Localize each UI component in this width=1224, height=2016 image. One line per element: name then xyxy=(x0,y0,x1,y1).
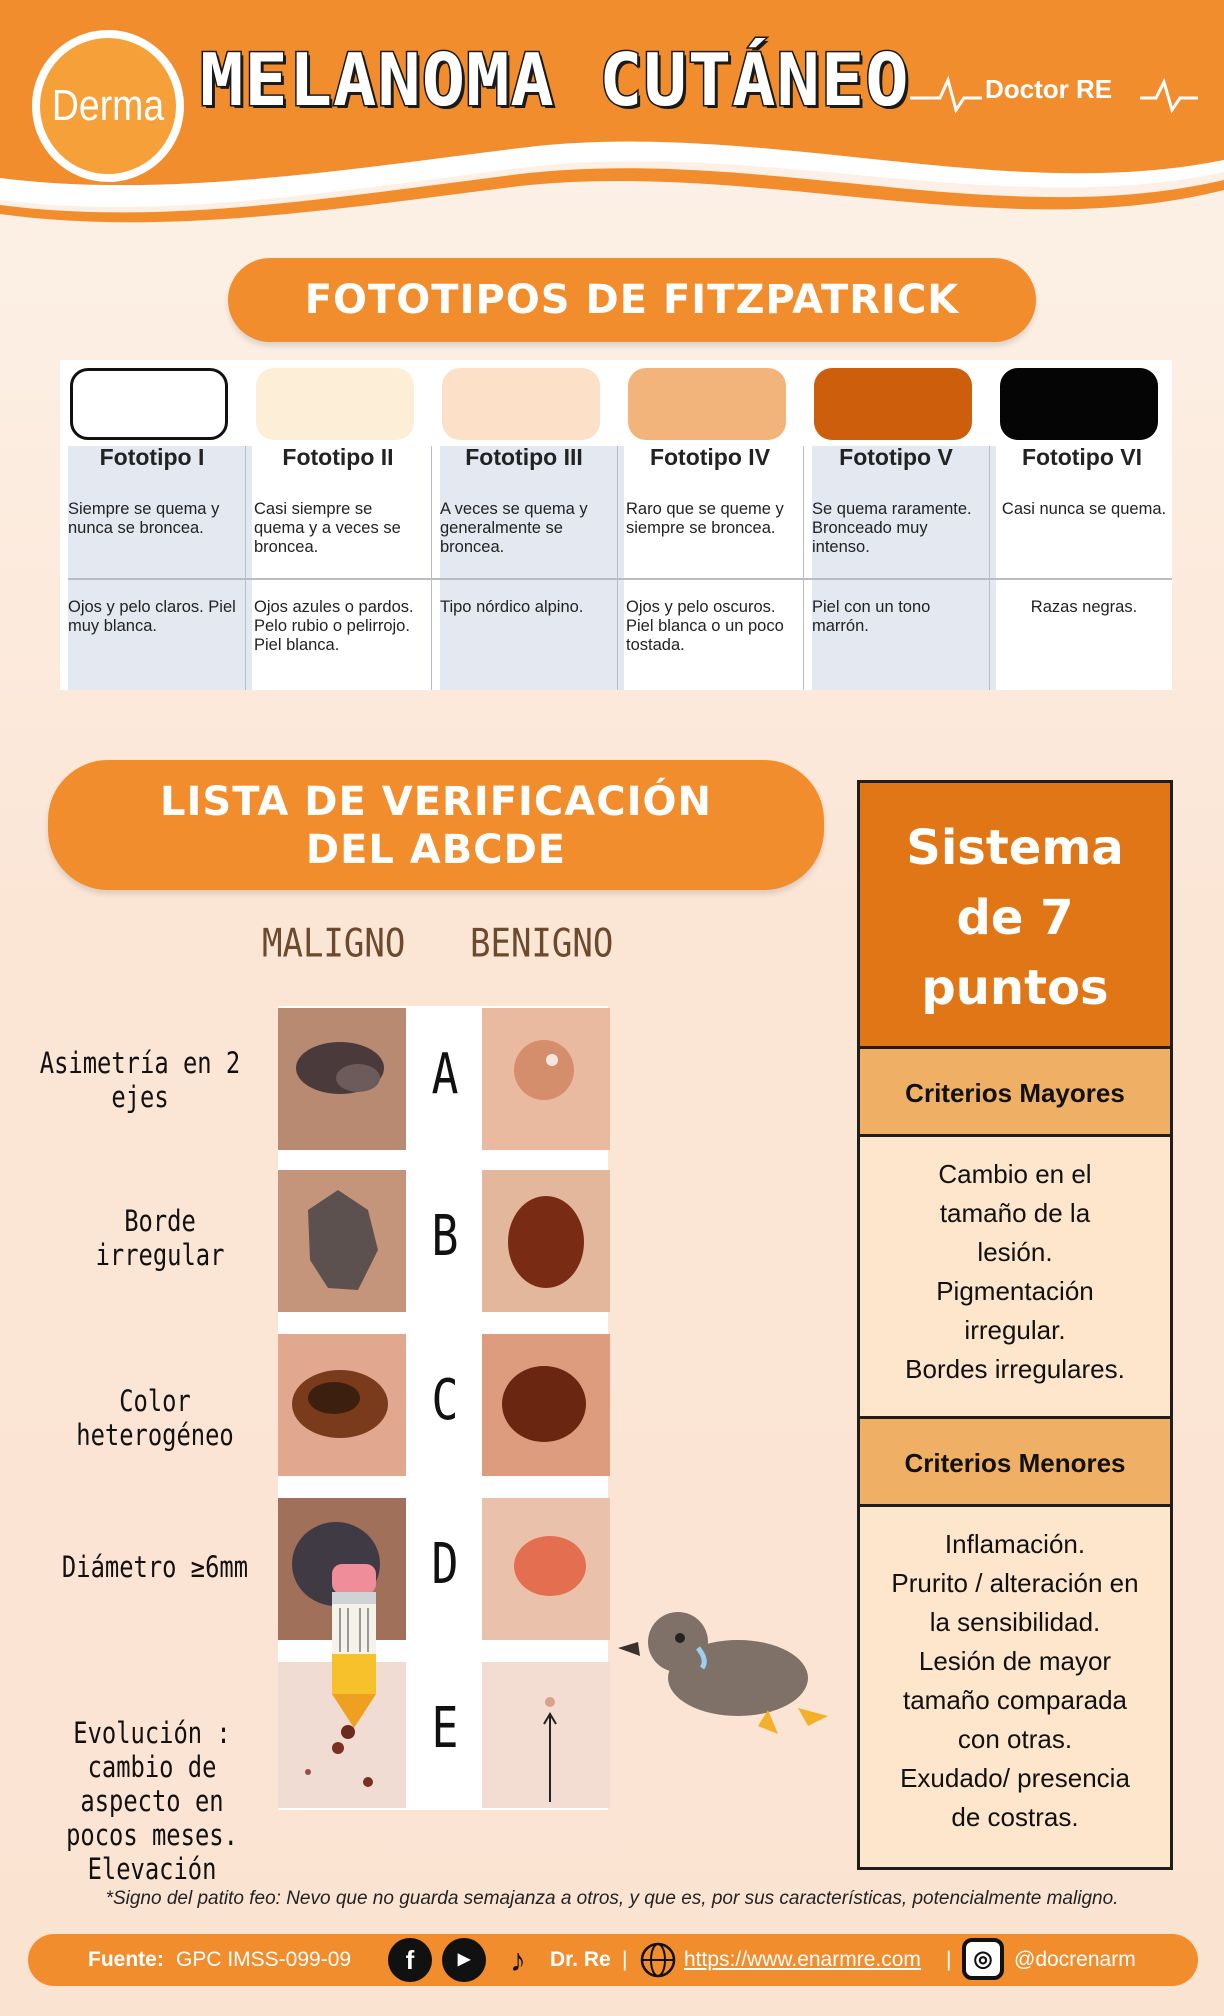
fototipo-desc: Raro que se queme y siempre se broncea. xyxy=(626,500,784,537)
major-criteria-header: Criterios Mayores xyxy=(860,1049,1170,1137)
letter-c: C xyxy=(431,1368,459,1433)
table-column-line xyxy=(803,446,804,690)
criterion-b-label: Borde irregular xyxy=(95,1204,225,1272)
fototipo-body xyxy=(998,446,1182,690)
pencil-icon xyxy=(326,1564,382,1734)
table-column-line xyxy=(989,446,990,690)
table-column-line xyxy=(431,446,432,690)
abcde-title xyxy=(48,760,824,890)
malignant-header: MALIGNO xyxy=(262,921,406,967)
benign-lesion-b xyxy=(482,1170,610,1312)
skin-swatch xyxy=(70,368,228,440)
fototipo-4 xyxy=(618,360,803,690)
derma-logo xyxy=(32,30,184,182)
fototipo-name: Fototipo II xyxy=(282,444,394,470)
footer-bar xyxy=(28,1934,1198,1986)
source-label: Fuente: xyxy=(88,1948,164,1971)
skin-swatch xyxy=(442,368,600,440)
malignant-lesion-b xyxy=(278,1170,406,1312)
fototipo-desc: A veces se quema y generalmente se broncea. xyxy=(440,500,588,556)
list-item: Inflamación. xyxy=(944,1529,1086,1559)
fitzpatrick-title: FOTOTIPOS DE FITZPATRICK xyxy=(228,258,1036,342)
fototipo-extra: Razas negras. xyxy=(1030,598,1138,616)
criterion-d-label: Diámetro ≥6mm xyxy=(61,1550,249,1584)
fototipo-desc: Se quema raramente. Bronceado muy intenso. xyxy=(812,500,972,556)
fototipo-body xyxy=(812,446,996,690)
seven-point-title-text: Sistema de 7 puntos xyxy=(906,820,1124,1016)
letter-a: A xyxy=(431,1042,459,1107)
page-title: MELANOMA CUTÁNEO xyxy=(200,38,910,122)
abcde-title-line2: DEL ABCDE xyxy=(305,827,567,873)
fototipo-desc: Casi nunca se quema. xyxy=(1001,500,1167,518)
list-item: Bordes irregulares. xyxy=(905,1354,1125,1384)
skin-swatch xyxy=(256,368,414,440)
malignant-lesion-c xyxy=(278,1334,406,1476)
ugly-duckling-footnote: *Signo del patito feo: Nevo que no guarda semajanza a otros, y que es, por sus características, potencialmente maligno. xyxy=(105,1888,1119,1909)
benign-lesion-e xyxy=(482,1662,610,1808)
fototipo-extra: Ojos azules o pardos. Pelo rubio o pelirrojo. Piel blanca. xyxy=(254,598,414,654)
table-column-line xyxy=(245,446,246,690)
list-item: Pigmentación irregular. xyxy=(936,1276,1094,1345)
fototipo-extra: Ojos y pelo claros. Piel muy blanca. xyxy=(68,598,236,635)
globe-icon xyxy=(638,1940,678,1980)
list-item: Exudado/ presencia de costras. xyxy=(900,1763,1130,1832)
brand-text: Doctor RE xyxy=(985,74,1113,104)
benign-header: BENIGNO xyxy=(470,921,614,967)
fototipo-extra: Tipo nórdico alpino. xyxy=(440,598,584,616)
source-value: GPC IMSS-099-09 xyxy=(176,1948,352,1971)
header-banner xyxy=(0,0,1224,250)
abcde-title-line1: LISTA DE VERIFICACIÓN xyxy=(160,779,712,825)
separator: | xyxy=(622,1948,628,1971)
youtube-icon[interactable]: ▶ xyxy=(442,1938,486,1982)
fototipo-name: Fototipo I xyxy=(99,444,205,470)
benign-lesion-d xyxy=(482,1498,610,1640)
list-item: Lesión de mayor tamaño comparada con otras. xyxy=(902,1646,1128,1754)
fototipo-name: Fototipo VI xyxy=(1021,444,1143,470)
fototipo-desc: Casi siempre se quema y a veces se broncea. xyxy=(254,500,401,556)
fitzpatrick-table xyxy=(60,360,1172,690)
letter-b: B xyxy=(431,1204,459,1269)
malignant-lesion-a xyxy=(278,1008,406,1150)
fototipo-extra: Piel con un tono marrón. xyxy=(812,598,931,635)
doctor-re-brand xyxy=(910,50,1200,130)
benign-lesion-a xyxy=(482,1008,610,1150)
fototipo-3 xyxy=(432,360,617,690)
separator: | xyxy=(946,1948,952,1971)
author-name: Dr. Re xyxy=(550,1948,611,1971)
list-item: Cambio en el tamaño de la lesión. xyxy=(938,1159,1092,1267)
fototipo-6 xyxy=(990,360,1175,690)
benign-lesion-c xyxy=(482,1334,610,1476)
fototipo-5 xyxy=(804,360,989,690)
fototipo-desc: Siempre se quema y nunca se broncea. xyxy=(68,500,220,537)
criterion-c-label: Color heterogéneo xyxy=(76,1384,234,1452)
fototipo-2 xyxy=(246,360,431,690)
minor-criteria-header: Criterios Menores xyxy=(860,1419,1170,1507)
skin-swatch xyxy=(814,368,972,440)
major-criteria-list xyxy=(860,1137,1170,1419)
seven-point-system xyxy=(857,780,1173,1870)
seven-point-title xyxy=(860,783,1170,1049)
skin-swatch xyxy=(628,368,786,440)
minor-criteria-list xyxy=(860,1507,1170,1867)
fototipo-name: Fototipo V xyxy=(839,444,953,470)
table-column-line xyxy=(617,446,618,690)
website-link[interactable]: https://www.enarmre.com xyxy=(684,1948,921,1971)
criterion-e-label: Evolución : cambio de aspecto en pocos meses. Elevación xyxy=(66,1716,238,1886)
logo-text: Derma xyxy=(51,81,165,130)
skin-swatch xyxy=(1000,368,1158,440)
criterion-a-label: Asimetría en 2 ejes xyxy=(39,1046,241,1114)
instagram-handle[interactable]: @docrenarm xyxy=(1014,1948,1136,1971)
facebook-icon[interactable]: f xyxy=(388,1938,432,1982)
letter-e: E xyxy=(431,1696,459,1761)
fototipo-1 xyxy=(60,360,245,690)
fototipo-name: Fototipo III xyxy=(465,444,583,470)
letter-d: D xyxy=(431,1532,459,1597)
fototipo-extra: Ojos y pelo oscuros. Piel blanca o un poco tostada. xyxy=(626,598,784,654)
fototipo-body xyxy=(68,446,252,690)
ugly-duckling-icon xyxy=(618,1598,838,1738)
table-divider xyxy=(68,578,1172,580)
instagram-icon[interactable]: ◎ xyxy=(962,1938,1004,1980)
fototipo-body xyxy=(440,446,624,690)
list-item: Prurito / alteración en la sensibilidad. xyxy=(891,1568,1139,1637)
tiktok-icon[interactable]: ♪ xyxy=(510,1942,526,1978)
fototipo-name: Fototipo IV xyxy=(649,444,771,470)
